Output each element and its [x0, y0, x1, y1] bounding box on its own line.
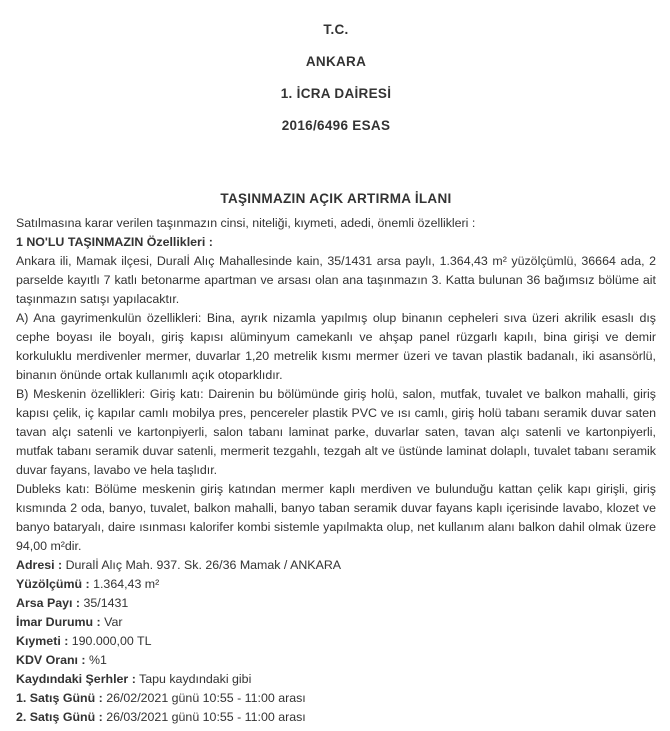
paragraph-duplex-floor: Dubleks katı: Bölüme meskenin giriş katından mermer kaplı merdiven ve bulunduğu kattan çelik kapı girişli, giriş kısmında 2 oda, banyo, tuvalet, balkon mahalli, banyo taban seramik duvar fayans kaplı içerisinde lavabo, klozet ve banyo bataryalı, daire ısınması kalorifer kombi sistemle yapılmakta olup, net kullanım alanı balkon dahil olmak üzere 94,00 m²dir.: [16, 482, 656, 553]
document-title: TAŞINMAZIN AÇIK ARTIRMA İLANI: [220, 191, 452, 206]
field-address: [16, 556, 656, 575]
field-annotations-value: Tapu kaydındaki gibi: [135, 672, 252, 686]
field-land-share-value: 35/1431: [80, 596, 129, 610]
field-land-share: [16, 594, 656, 613]
header-line-office: 1. İCRA DAİRESİ: [280, 86, 392, 101]
header-line-tc: T.C.: [323, 22, 349, 37]
field-area-label: Yüzölçümü :: [16, 577, 90, 591]
field-annotations: [16, 670, 656, 689]
field-annotations-label: Kaydındaki Şerhler :: [16, 672, 136, 686]
header-line-city: ANKARA: [305, 54, 367, 69]
field-vat-rate-label: KDV Oranı :: [16, 653, 86, 667]
field-zoning-label: İmar Durumu :: [16, 615, 101, 629]
field-first-sale-date-label: 1. Satış Günü :: [16, 691, 103, 705]
field-value-value: 190.000,00 TL: [68, 634, 152, 648]
field-first-sale-date-value: 26/02/2021 günü 10:55 - 11:00 arası: [102, 691, 306, 705]
field-land-share-label: Arsa Payı :: [16, 596, 81, 610]
section-heading-text: 1 NO'LU TAŞINMAZIN Özellikleri :: [16, 235, 213, 249]
field-value-label: Kıymeti :: [16, 634, 69, 648]
field-first-sale-date: [16, 689, 656, 708]
field-vat-rate-value: %1: [85, 653, 107, 667]
field-value: [16, 632, 656, 651]
intro-text: Satılmasına karar verilen taşınmazın cinsi, niteliği, kıymeti, adedi, önemli özellikleri :: [16, 216, 476, 230]
field-second-sale-date-value: 26/03/2021 günü 10:55 - 11:00 arası: [102, 710, 306, 724]
field-second-sale-date-label: 2. Satış Günü :: [16, 710, 103, 724]
field-zoning: [16, 613, 656, 632]
paragraph-residence-ground-floor: B) Meskenin özellikleri: Giriş katı: Dairenin bu bölümünde giriş holü, salon, mutfak, tuvalet ve balkon mahalli, giriş kapısı çelik, iç kapılar camlı mobilya pres, pencereler plastik PVC ve ısı camlı, giriş holü tabanı seramik duvar saten tavan alçı satenli ve kartonpiyerli, salon tabanı laminat parke, duvarlar saten, tavan alçı satenli ve kartonpiyerli, mutfak tabanı seramik duvar satenli, mermerit tezgahlı, tezgah alt ve üstünde laminat dolaplı, tuvalet tabanı seramik duvar fayans, lavabo ve hela taşlıdır.: [16, 387, 656, 477]
field-area-value: 1.364,43 m²: [89, 577, 160, 591]
paragraph-property-location: Ankara ili, Mamak ilçesi, Duralİ Alıç Mahallesinde kain, 35/1431 arsa paylı, 1.364,43 m² yüzölçümlü, 36664 ada, 2 parselde kayıtlı 7 katlı betonarme apartman ve arsası olan ana taşınmazın 3. Katta bulunan 36 bağımsız bölüme ait taşınmazın satışı yapılacaktır.: [16, 254, 656, 306]
header-line-case-number: 2016/6496 ESAS: [281, 118, 391, 133]
field-address-value: Duralİ Alıç Mah. 937. Sk. 26/36 Mamak / ANKARA: [62, 558, 342, 572]
field-vat-rate: [16, 651, 656, 670]
field-second-sale-date: [16, 708, 656, 727]
field-address-label: Adresi :: [16, 558, 63, 572]
section-heading: [16, 233, 656, 252]
field-area: [16, 575, 656, 594]
field-zoning-value: Var: [100, 615, 123, 629]
paragraph-main-building: A) Ana gayrimenkulün özellikleri: Bina, ayrık nizamla yapılmış olup binanın cepheleri sıva üzeri akrilik esaslı dış cephe boyası ile boyalı, giriş kapısı alüminyum camekanlı ve ahşap panel rüzgarlı kapılı, bina girişi ve demir korkuluklu merdivenler mermer, duvarlar 1,20 metrelik kısmı mermer üzeri ve tavan plastik badanalı, iki asansörlü, binanın önünde ortak kullanımlı açık otoparklıdır.: [16, 311, 656, 382]
